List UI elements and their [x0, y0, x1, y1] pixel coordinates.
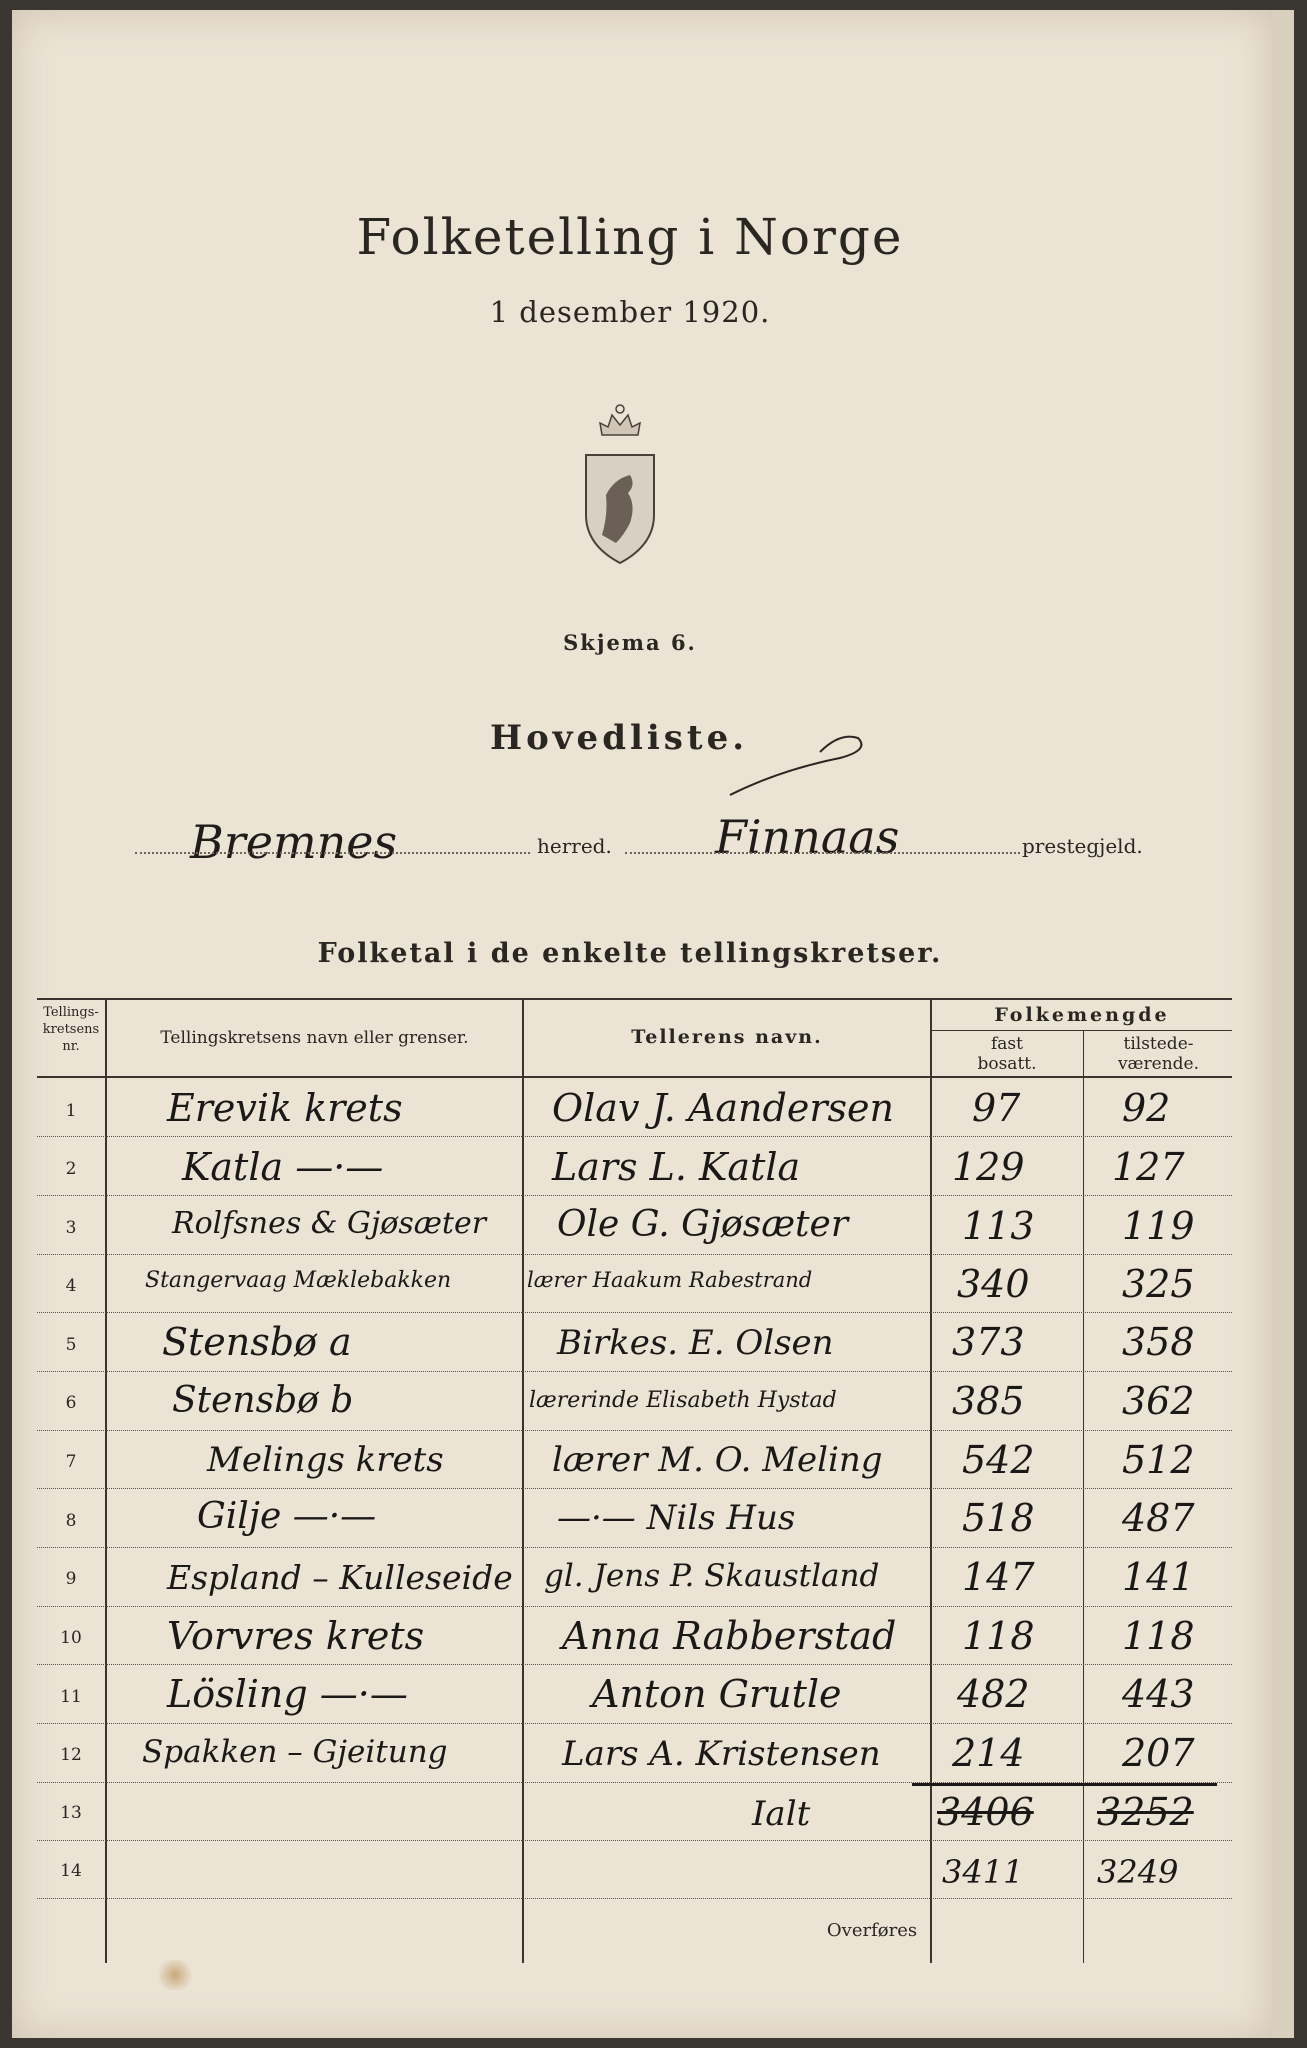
row-fast: 385 — [952, 1379, 1025, 1423]
row-fast: 118 — [962, 1614, 1035, 1658]
folkemengde-rule — [930, 1030, 1232, 1031]
row-counter: Olav J. Aandersen — [552, 1086, 894, 1130]
row-name: Stensbø b — [172, 1380, 354, 1421]
row-nr: 4 — [65, 1276, 77, 1296]
row-tilstede: 141 — [1122, 1555, 1195, 1599]
row-counter: Lars L. Katla — [552, 1145, 801, 1189]
row-fast: 3406 — [937, 1790, 1034, 1834]
row-fast: 97 — [972, 1086, 1021, 1130]
row-counter: Anton Grutle — [592, 1672, 842, 1716]
row-counter: Anna Rabberstad — [562, 1614, 897, 1658]
col-divider-counter — [930, 998, 932, 1963]
row-counter: Birkes. E. Olsen — [557, 1323, 834, 1363]
row-name: Stensbø a — [162, 1320, 352, 1364]
row-name: Erevik krets — [167, 1086, 403, 1130]
row-tilstede: 362 — [1122, 1379, 1195, 1423]
row-name: Rolfsnes & Gjøsæter — [172, 1206, 487, 1241]
header-name: Tellingskretsens navn eller grenser. — [160, 1028, 469, 1048]
census-table — [37, 998, 1232, 1963]
row-fast: 373 — [952, 1320, 1025, 1364]
row-fast: 113 — [962, 1204, 1035, 1248]
row-fast: 129 — [952, 1145, 1025, 1189]
page-edge — [1272, 10, 1294, 2038]
row-counter: Ialt — [752, 1794, 811, 1834]
row-counter: —·— Nils Hus — [557, 1498, 796, 1538]
row-nr: 13 — [60, 1803, 82, 1823]
row-name: Vorvres krets — [167, 1614, 425, 1658]
row-tilstede: 358 — [1122, 1320, 1195, 1364]
row-tilstede: 512 — [1122, 1438, 1195, 1482]
row-fast: 340 — [957, 1262, 1030, 1306]
row-nr: 11 — [60, 1687, 82, 1707]
col-divider-name — [522, 998, 524, 1963]
row-nr: 10 — [60, 1628, 82, 1648]
herred-dotted-line — [135, 850, 530, 854]
row-tilstede: 92 — [1122, 1086, 1171, 1130]
prestegjeld-value: Finnaas — [715, 810, 900, 864]
header-bottom-rule — [37, 1076, 1232, 1078]
schema-number: Skjema 6. — [563, 630, 697, 655]
row-tilstede: 118 — [1122, 1614, 1195, 1658]
row-tilstede: 3249 — [1097, 1853, 1179, 1891]
row-rule — [37, 1547, 1232, 1548]
row-rule — [37, 1136, 1232, 1137]
row-tilstede: 325 — [1122, 1262, 1195, 1306]
row-nr: 1 — [65, 1101, 77, 1121]
row-tilstede: 443 — [1122, 1672, 1195, 1716]
row-rule — [37, 1254, 1232, 1255]
swash-flourish-icon — [720, 730, 870, 800]
row-counter: lærer Haakum Rabestrand — [527, 1268, 813, 1292]
row-name: Lösling —·— — [167, 1672, 408, 1716]
main-heading: Hovedliste. — [490, 718, 749, 758]
row-rule — [37, 1606, 1232, 1607]
row-counter: Lars A. Kristensen — [562, 1734, 881, 1774]
norway-coat-of-arms-icon — [580, 395, 660, 565]
row-nr: 3 — [65, 1218, 77, 1238]
row-rule — [37, 1430, 1232, 1431]
row-rule — [37, 1195, 1232, 1196]
row-name: Gilje —·— — [197, 1496, 377, 1537]
row-nr: 9 — [65, 1569, 77, 1589]
row-name: Espland – Kulleseide — [167, 1558, 513, 1597]
row-counter: lærer M. O. Meling — [552, 1440, 883, 1480]
prestegjeld-label: prestegjeld. — [1022, 834, 1143, 858]
census-date: 1 desember 1920. — [489, 295, 771, 329]
row-fast: 542 — [962, 1438, 1035, 1482]
row-rule — [37, 1840, 1232, 1841]
row-name: Melings krets — [207, 1440, 444, 1480]
prestegjeld-dotted-line — [625, 850, 1020, 854]
row-rule — [37, 1371, 1232, 1372]
row-rule — [37, 1312, 1232, 1313]
sum-rule — [912, 1783, 1217, 1786]
col-divider-fast — [1083, 1030, 1084, 1963]
row-nr: 2 — [65, 1159, 77, 1179]
header-nr: Tellings- kretsens nr. — [42, 1005, 100, 1054]
row-counter: gl. Jens P. Skaustland — [544, 1558, 880, 1594]
table-top-rule — [37, 998, 1232, 1000]
row-rule — [37, 1664, 1232, 1665]
row-fast: 518 — [962, 1496, 1035, 1540]
row-fast: 3411 — [942, 1853, 1024, 1891]
row-nr: 14 — [60, 1861, 82, 1881]
row-nr: 7 — [65, 1452, 77, 1472]
form-title: Folketelling i Norge — [356, 208, 904, 266]
row-nr: 8 — [65, 1511, 77, 1531]
row-counter: lærerinde Elisabeth Hystad — [529, 1388, 837, 1413]
table-title: Folketal i de enkelte tellingskretser. — [317, 938, 943, 969]
herred-label: herred. — [537, 834, 612, 858]
row-tilstede: 207 — [1122, 1731, 1195, 1775]
overfores-label: Overføres — [826, 1920, 918, 1941]
row-tilstede: 127 — [1112, 1145, 1185, 1189]
row-nr: 5 — [65, 1335, 77, 1355]
row-tilstede: 119 — [1122, 1204, 1195, 1248]
header-folkemengde: Folkemengde — [994, 1004, 1170, 1026]
paper-stain — [155, 1960, 195, 1990]
row-name: Stangervaag Mæklebakken — [145, 1268, 452, 1293]
row-tilstede: 487 — [1122, 1496, 1195, 1540]
row-rule — [37, 1898, 1232, 1899]
row-fast: 147 — [962, 1555, 1035, 1599]
row-tilstede: 3252 — [1097, 1790, 1194, 1834]
header-fast-bosatt: fast bosatt. — [977, 1034, 1037, 1074]
row-fast: 214 — [952, 1731, 1025, 1775]
col-divider-nr — [105, 998, 107, 1963]
header-tilstedevaerende: tilstede- værende. — [1117, 1034, 1200, 1074]
row-nr: 6 — [65, 1393, 77, 1413]
row-name: Spakken – Gjeitung — [142, 1734, 448, 1770]
row-rule — [37, 1488, 1232, 1489]
row-fast: 482 — [957, 1672, 1030, 1716]
header-counter: Tellerens navn. — [631, 1026, 823, 1048]
row-name: Katla —·— — [182, 1145, 384, 1189]
herred-value: Bremnes — [190, 815, 398, 869]
row-rule — [37, 1723, 1232, 1724]
row-nr: 12 — [60, 1745, 82, 1765]
row-counter: Ole G. Gjøsæter — [557, 1204, 849, 1245]
